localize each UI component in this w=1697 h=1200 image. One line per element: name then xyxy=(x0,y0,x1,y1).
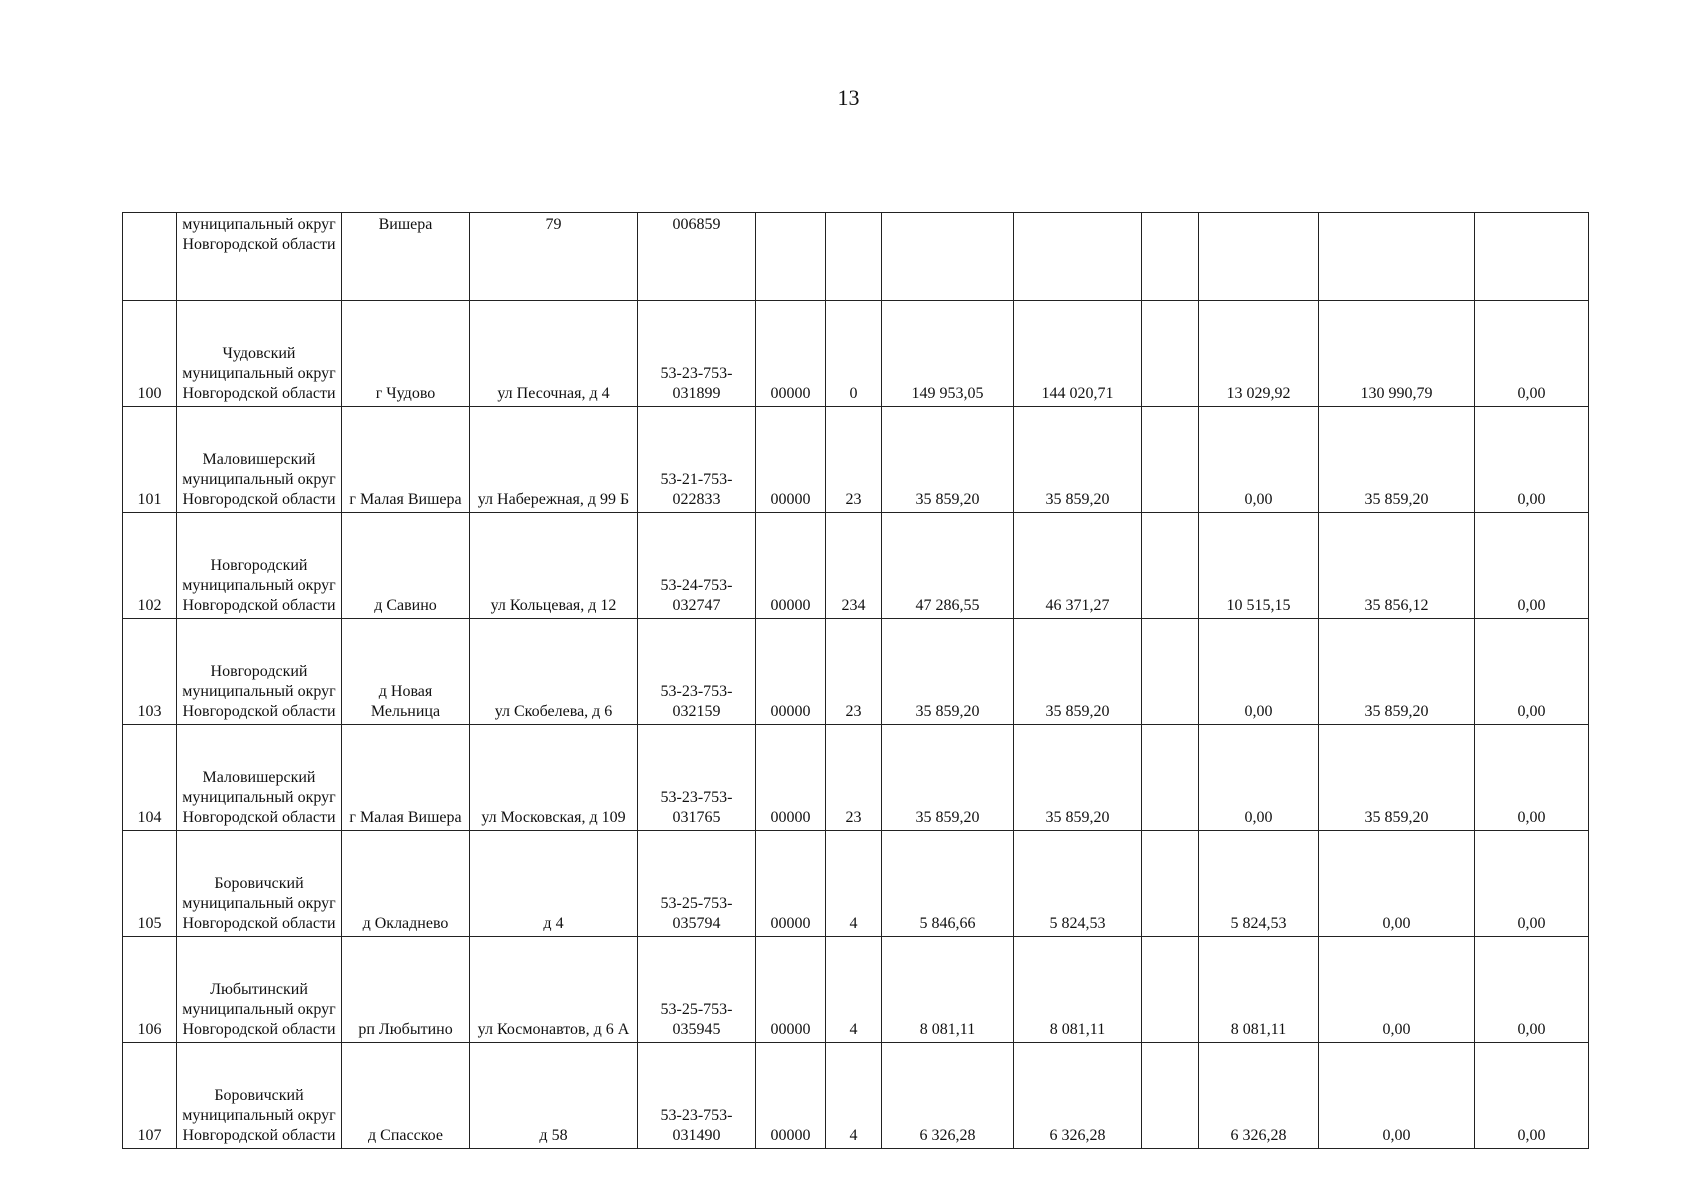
cell-total: 35 859,20 xyxy=(882,619,1014,725)
cell-count: 23 xyxy=(826,725,882,831)
cell-address: ул Набережная, д 99 Б xyxy=(470,407,638,513)
cell-code: 53-23-753-031490 xyxy=(638,1043,756,1149)
cell-empty xyxy=(1142,1043,1199,1149)
table-row-continuation xyxy=(123,213,1589,301)
cell-empty xyxy=(1142,407,1199,513)
cell-num: 100 xyxy=(123,301,177,407)
cell-amount4: 0,00 xyxy=(1475,301,1589,407)
cell-empty xyxy=(1142,937,1199,1043)
cell-amount3 xyxy=(1319,213,1475,301)
cell-amount4: 0,00 xyxy=(1475,407,1589,513)
cell-code: 53-25-753-035794 xyxy=(638,831,756,937)
cell-municipality: Боровичский муниципальный округ Новгородской области xyxy=(177,831,342,937)
cell-amount3: 130 990,79 xyxy=(1319,301,1475,407)
cell-address: 79 xyxy=(470,213,638,301)
cell-amount1: 35 859,20 xyxy=(1014,619,1142,725)
cell-address: ул Кольцевая, д 12 xyxy=(470,513,638,619)
cell-amount3: 0,00 xyxy=(1319,937,1475,1043)
cell-amount3: 35 859,20 xyxy=(1319,407,1475,513)
table-row xyxy=(123,301,1589,407)
cell-total: 8 081,11 xyxy=(882,937,1014,1043)
cell-address: ул Космонавтов, д 6 А xyxy=(470,937,638,1043)
cell-amount4: 0,00 xyxy=(1475,831,1589,937)
cell-amount2: 6 326,28 xyxy=(1199,1043,1319,1149)
table-row xyxy=(123,937,1589,1043)
cell-locality: г Чудово xyxy=(342,301,470,407)
cell-amount1 xyxy=(1014,213,1142,301)
cell-amount3: 35 859,20 xyxy=(1319,725,1475,831)
cell-amount1: 6 326,28 xyxy=(1014,1043,1142,1149)
cell-total: 6 326,28 xyxy=(882,1043,1014,1149)
cell-count: 23 xyxy=(826,619,882,725)
cell-amount2: 0,00 xyxy=(1199,725,1319,831)
cell-empty xyxy=(1142,619,1199,725)
cell-count: 4 xyxy=(826,831,882,937)
cell-num: 106 xyxy=(123,937,177,1043)
cell-code2: 00000 xyxy=(756,1043,826,1149)
cell-municipality: Маловишерский муниципальный округ Новгородской области xyxy=(177,407,342,513)
cell-count xyxy=(826,213,882,301)
cell-total: 47 286,55 xyxy=(882,513,1014,619)
cell-empty xyxy=(1142,513,1199,619)
cell-count: 23 xyxy=(826,407,882,513)
cell-code2: 00000 xyxy=(756,619,826,725)
cell-code: 53-23-753-031765 xyxy=(638,725,756,831)
cell-address: д 4 xyxy=(470,831,638,937)
cell-total: 35 859,20 xyxy=(882,725,1014,831)
cell-amount2: 5 824,53 xyxy=(1199,831,1319,937)
cell-address: д 58 xyxy=(470,1043,638,1149)
table-row xyxy=(123,513,1589,619)
cell-amount1: 8 081,11 xyxy=(1014,937,1142,1043)
cell-amount3: 0,00 xyxy=(1319,1043,1475,1149)
table-row xyxy=(123,831,1589,937)
cell-amount1: 144 020,71 xyxy=(1014,301,1142,407)
cell-code: 53-25-753-035945 xyxy=(638,937,756,1043)
cell-empty xyxy=(1142,725,1199,831)
cell-locality: Вишера xyxy=(342,213,470,301)
cell-locality: д Савино xyxy=(342,513,470,619)
cell-code2: 00000 xyxy=(756,407,826,513)
cell-num: 103 xyxy=(123,619,177,725)
table-row xyxy=(123,725,1589,831)
cell-locality: д Новая Мельница xyxy=(342,619,470,725)
cell-total: 149 953,05 xyxy=(882,301,1014,407)
cell-amount2 xyxy=(1199,213,1319,301)
cell-code2: 00000 xyxy=(756,725,826,831)
cell-empty xyxy=(1142,213,1199,301)
cell-code2: 00000 xyxy=(756,301,826,407)
cell-code2: 00000 xyxy=(756,513,826,619)
cell-municipality: Маловишерский муниципальный округ Новгородской области xyxy=(177,725,342,831)
cell-address: ул Московская, д 109 xyxy=(470,725,638,831)
cell-locality: г Малая Вишера xyxy=(342,407,470,513)
cell-count: 0 xyxy=(826,301,882,407)
cell-amount1: 5 824,53 xyxy=(1014,831,1142,937)
cell-count: 4 xyxy=(826,1043,882,1149)
cell-amount4: 0,00 xyxy=(1475,1043,1589,1149)
cell-amount3: 0,00 xyxy=(1319,831,1475,937)
cell-amount2: 0,00 xyxy=(1199,619,1319,725)
cell-count: 234 xyxy=(826,513,882,619)
cell-locality: рп Любытино xyxy=(342,937,470,1043)
page-number: 13 xyxy=(837,85,860,110)
cell-total xyxy=(882,213,1014,301)
cell-total: 35 859,20 xyxy=(882,407,1014,513)
cell-locality: д Спасское xyxy=(342,1043,470,1149)
cell-amount4: 0,00 xyxy=(1475,619,1589,725)
cell-amount1: 35 859,20 xyxy=(1014,407,1142,513)
cell-amount4 xyxy=(1475,213,1589,301)
cell-municipality: Любытинский муниципальный округ Новгородской области xyxy=(177,937,342,1043)
cell-amount1: 46 371,27 xyxy=(1014,513,1142,619)
cell-num: 105 xyxy=(123,831,177,937)
cell-municipality: муниципальный округ Новгородской области xyxy=(177,213,342,301)
cell-amount2: 10 515,15 xyxy=(1199,513,1319,619)
cell-empty xyxy=(1142,301,1199,407)
table-row xyxy=(123,1043,1589,1149)
cell-amount4: 0,00 xyxy=(1475,937,1589,1043)
cell-municipality: Новгородский муниципальный округ Новгородской области xyxy=(177,619,342,725)
cell-municipality: Боровичский муниципальный округ Новгородской области xyxy=(177,1043,342,1149)
cell-amount2: 8 081,11 xyxy=(1199,937,1319,1043)
cell-empty xyxy=(1142,831,1199,937)
cell-amount4: 0,00 xyxy=(1475,513,1589,619)
table-row xyxy=(123,619,1589,725)
cell-address: ул Песочная, д 4 xyxy=(470,301,638,407)
cell-amount2: 13 029,92 xyxy=(1199,301,1319,407)
registry-table xyxy=(122,212,1589,1149)
cell-municipality: Новгородский муниципальный округ Новгородской области xyxy=(177,513,342,619)
cell-code: 53-21-753-022833 xyxy=(638,407,756,513)
cell-num: 104 xyxy=(123,725,177,831)
cell-code: 53-24-753-032747 xyxy=(638,513,756,619)
cell-code2: 00000 xyxy=(756,831,826,937)
cell-code: 006859 xyxy=(638,213,756,301)
cell-total: 5 846,66 xyxy=(882,831,1014,937)
cell-code: 53-23-753-031899 xyxy=(638,301,756,407)
cell-count: 4 xyxy=(826,937,882,1043)
cell-num: 101 xyxy=(123,407,177,513)
cell-num xyxy=(123,213,177,301)
cell-amount4: 0,00 xyxy=(1475,725,1589,831)
cell-num: 107 xyxy=(123,1043,177,1149)
cell-amount3: 35 856,12 xyxy=(1319,513,1475,619)
cell-locality: д Окладнево xyxy=(342,831,470,937)
cell-amount3: 35 859,20 xyxy=(1319,619,1475,725)
table-row xyxy=(123,407,1589,513)
cell-locality: г Малая Вишера xyxy=(342,725,470,831)
cell-amount2: 0,00 xyxy=(1199,407,1319,513)
cell-num: 102 xyxy=(123,513,177,619)
cell-municipality: Чудовский муниципальный округ Новгородской области xyxy=(177,301,342,407)
cell-amount1: 35 859,20 xyxy=(1014,725,1142,831)
cell-code2: 00000 xyxy=(756,937,826,1043)
cell-code: 53-23-753-032159 xyxy=(638,619,756,725)
cell-address: ул Скобелева, д 6 xyxy=(470,619,638,725)
cell-code2 xyxy=(756,213,826,301)
